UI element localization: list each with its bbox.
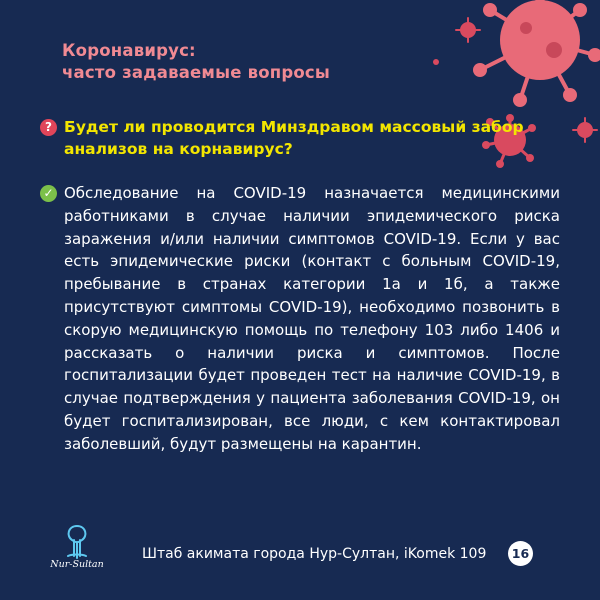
question-mark-icon: ?	[40, 119, 57, 136]
page-header	[62, 40, 330, 84]
answer-text: Обследование на COVID-19 назначается медицинскими работниками в случае наличии эпидемического риска заражения и/или наличии симптомов COVID-19. Если у вас есть эпидемические риски (контакт с больным COVID-19, пребывание в странах категории 1а и 1б, а также присутствуют симптомы COVID-19), необходимо позвонить в скорую медицинскую помощь по телефону 103 либо 1406 и рассказать о наличии риска и симптомов. После госпитализации будет проведен тест на наличие COVID-19, в случае подтверждения у пациента заболевания COVID-19, он будет госпитализирован, все люди, с кем контактировал заболевший, будут размещены на карантин.	[64, 184, 560, 453]
question-text: Будет ли проводится Минздравом массовый забор анализов на корнавирус?	[64, 118, 524, 158]
page-number-badge: 16	[508, 541, 533, 566]
faq-question	[40, 116, 560, 160]
header-title-line2: часто задаваемые вопросы	[62, 63, 331, 82]
baiterek-icon	[46, 522, 108, 562]
check-mark-icon: ✓	[40, 185, 57, 202]
footer-source: Штаб акимата города Нур-Султан, iKomek 109	[142, 546, 487, 562]
logo-name: Nur-Sultan	[50, 559, 104, 570]
faq-answer	[40, 182, 560, 456]
header-title-line1: Коронавирус:	[62, 41, 196, 60]
city-logo	[46, 522, 108, 578]
